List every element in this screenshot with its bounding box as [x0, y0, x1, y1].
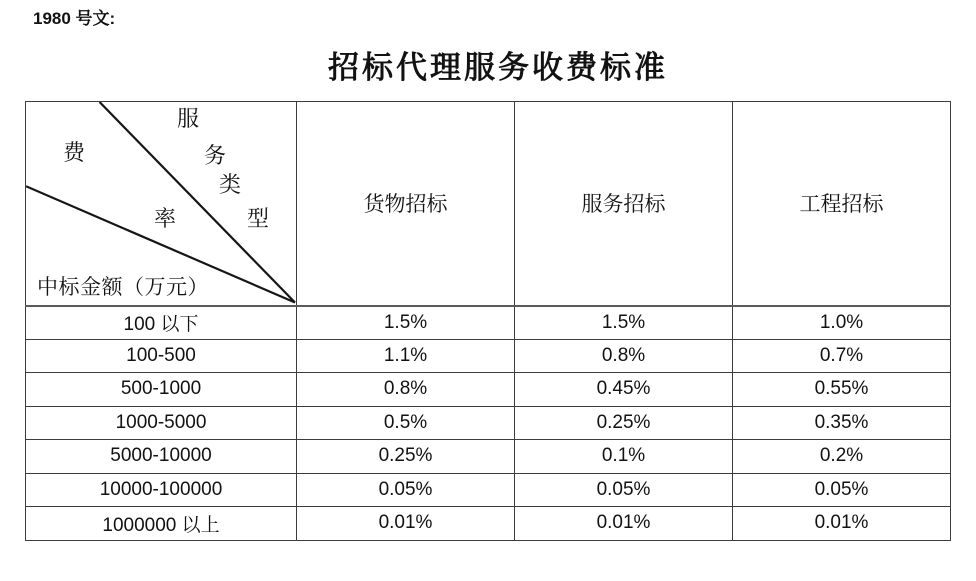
rate-cell: 0.1% [515, 440, 733, 474]
table-row [26, 306, 951, 340]
table-row [26, 440, 951, 474]
corner-label-service-type-char: 类 [219, 172, 242, 197]
column-header-works: 工程招标 [733, 102, 951, 306]
rate-cell: 0.55% [733, 373, 951, 407]
corner-label-amount: 中标金额（万元） [37, 275, 209, 299]
corner-label-service-type-char: 型 [247, 206, 270, 231]
amount-cell: 5000-10000 [26, 440, 297, 474]
header-row [26, 102, 951, 306]
rate-cell: 0.01% [733, 507, 951, 541]
table-row [26, 406, 951, 440]
rate-cell: 0.8% [515, 339, 733, 373]
corner-label-service-type-char: 务 [204, 143, 227, 168]
rate-cell: 0.7% [733, 339, 951, 373]
column-header-services: 服务招标 [515, 102, 733, 306]
rate-cell: 1.5% [515, 306, 733, 340]
corner-label-fee-rate-char: 率 [154, 206, 177, 231]
amount-cell: 500-1000 [26, 373, 297, 407]
amount-cell: 1000000 以上 [26, 507, 297, 541]
rate-cell: 1.5% [297, 306, 515, 340]
rate-cell: 0.25% [297, 440, 515, 474]
doc-number-label: 1980 号文: [33, 9, 116, 28]
rate-cell: 0.25% [515, 406, 733, 440]
rate-cell: 0.45% [515, 373, 733, 407]
fee-standard-table [25, 101, 951, 541]
table-row [26, 473, 951, 507]
rate-cell: 0.05% [297, 473, 515, 507]
rate-cell: 0.01% [515, 507, 733, 541]
column-header-goods: 货物招标 [297, 102, 515, 306]
amount-cell: 100-500 [26, 339, 297, 373]
table-row [26, 339, 951, 373]
rate-cell: 0.35% [733, 406, 951, 440]
amount-cell: 1000-5000 [26, 406, 297, 440]
rate-cell: 0.2% [733, 440, 951, 474]
rate-cell: 0.8% [297, 373, 515, 407]
rate-cell: 0.5% [297, 406, 515, 440]
diagonal-corner-cell [26, 102, 297, 306]
amount-cell: 100 以下 [26, 306, 297, 340]
rate-cell: 0.05% [515, 473, 733, 507]
table-row [26, 373, 951, 407]
rate-cell: 1.0% [733, 306, 951, 340]
rate-cell: 1.1% [297, 339, 515, 373]
page-title: 招标代理服务收费标准 [328, 50, 668, 85]
rate-cell: 0.05% [733, 473, 951, 507]
corner-label-service-type-char: 服 [177, 106, 200, 131]
amount-cell: 10000-100000 [26, 473, 297, 507]
rate-cell: 0.01% [297, 507, 515, 541]
table-row [26, 507, 951, 541]
corner-label-fee-rate-char: 费 [63, 140, 86, 165]
